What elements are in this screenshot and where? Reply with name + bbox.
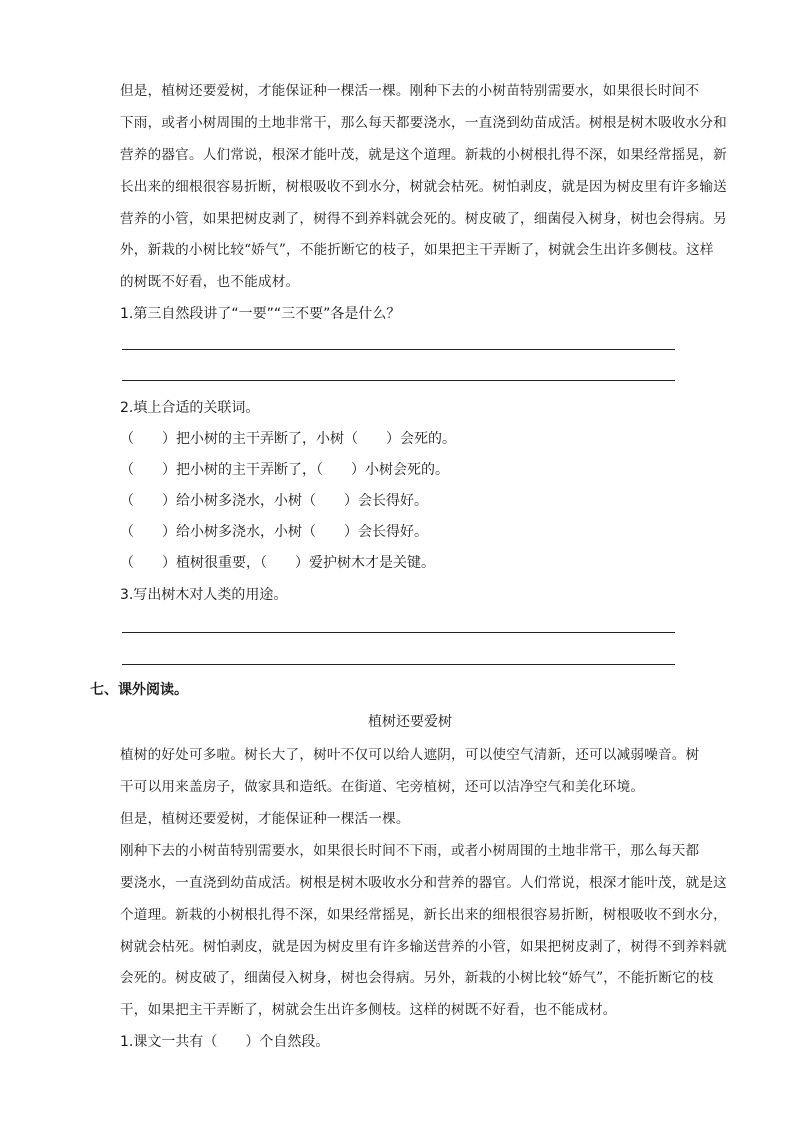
answer-line[interactable] <box>122 664 675 665</box>
passage-line: 下雨，或者小树周围的土地非常干，那么每天都要浇水，一直浇到幼苗成活。树根是树木吸收水分和 <box>120 115 727 131</box>
passage-line: 但是，植树还要爱树，才能保证种一棵活一棵。刚种下去的小树苗特别需要水，如果很长时间不 <box>120 83 700 99</box>
answer-line[interactable] <box>122 632 675 633</box>
passage-title: 植树还要爱树 <box>368 714 452 730</box>
passage-line: 营养的器官。人们常说，根深才能叶茂，就是这个道理。新栽的小树根扎得不深，如果经常摇晃，新 <box>120 147 727 163</box>
question-3: 3.写出树木对人类的用途。 <box>120 587 288 603</box>
passage-line: 干，如果把主干弄断了，树就会生出许多侧枝。这样的树既不好看，也不能成材。 <box>120 1002 617 1018</box>
fill-in-item[interactable]: （ ）给小树多浇水，小树（ ）会长得好。 <box>120 493 428 509</box>
question-2: 2.填上合适的关联词。 <box>120 400 260 416</box>
passage-line: 干可以用来盖房子，做家具和造纸。在街道、宅旁植树，还可以洁净空气和美化环境。 <box>120 779 645 795</box>
passage-line: 营养的小管，如果把树皮剥了，树得不到养料就会死的。树皮破了，细菌侵入树身，树也会得病。另 <box>120 211 727 227</box>
fill-in-item[interactable]: （ ）把小树的主干弄断了，小树（ ）会死的。 <box>120 431 456 447</box>
question-1: 1.第三自然段讲了“一要”“三不要”各是什么？ <box>120 306 401 322</box>
answer-line[interactable] <box>122 380 675 381</box>
passage-line: 个道理。新栽的小树根扎得不深，如果经常摇晃，新长出来的细根很容易折断，树根吸收不到水分， <box>120 907 727 923</box>
answer-line[interactable] <box>122 349 675 350</box>
fill-in-item[interactable]: （ ）植树很重要，（ ）爱护树木才是关键。 <box>120 555 435 571</box>
passage-line: 但是，植树还要爱树，才能保证种一棵活一棵。 <box>120 811 410 827</box>
passage-line: 的树既不好看，也不能成材。 <box>120 274 300 290</box>
passage-line: 会死的。树皮破了，细菌侵入树身，树也会得病。另外，新栽的小树比较“娇气”，不能折断它的枝 <box>120 970 714 986</box>
passage-line: 长出来的细根很容易折断，树根吸收不到水分，树就会枯死。树怕剥皮，就是因为树皮里有许多输送 <box>120 179 727 195</box>
fill-in-item[interactable]: （ ）把小树的主干弄断了，（ ）小树会死的。 <box>120 462 449 478</box>
section-heading: 七、课外阅读。 <box>90 682 188 698</box>
passage-line: 刚种下去的小树苗特别需要水，如果很长时间不下雨，或者小树周围的土地非常干，那么每天都 <box>120 843 700 859</box>
passage-line: 植树的好处可多啦。树长大了，树叶不仅可以给人遮阴，可以使空气清新，还可以减弱噪音。树 <box>120 747 700 763</box>
question-1[interactable]: 1.课文一共有（ ）个自然段。 <box>120 1034 330 1050</box>
passage-line: 外，新栽的小树比较“娇气”，不能折断它的枝子，如果把主干弄断了，树就会生出许多侧枝。这样 <box>120 242 714 258</box>
fill-in-item[interactable]: （ ）给小树多浇水，小树（ ）会长得好。 <box>120 524 428 540</box>
passage-line: 要浇水，一直浇到幼苗成活。树根是树木吸收水分和营养的器官。人们常说，根深才能叶茂，就是这 <box>120 875 727 891</box>
passage-line: 树就会枯死。树怕剥皮，就是因为树皮里有许多输送营养的小管，如果把树皮剥了，树得不到养料就 <box>120 939 727 955</box>
